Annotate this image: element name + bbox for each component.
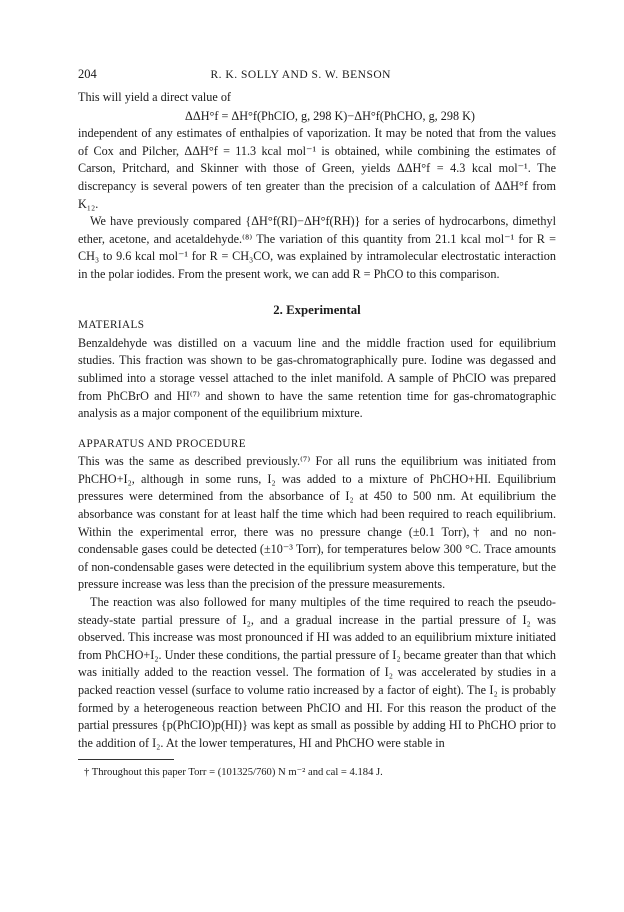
running-header <box>78 66 556 86</box>
section-title: 2. Experimental <box>273 302 361 317</box>
materials-paragraph: Benzaldehyde was distilled on a vacuum line and the middle fraction used for equilibrium studies. This fraction was shown to be gas-chromatographically pure. Iodine was degassed and sublimed into a storage vessel attached to the inlet manifold. A sample of PhCIO was prepared from PhCBrO and HI⁽⁷⁾ and shown to have the same retention time for gas-chromatographic analysis as a major component of the equilibrium mixture. <box>78 335 556 421</box>
paragraph-enthalpy-discussion: independent of any estimates of enthalpies of vaporization. It may be noted that from the values of Cox and Pilcher, ΔΔH°f = 11.3 kcal mol⁻¹ is obtained, while combining the estimates of Carson, Pritchard, and Skinner with those of Green, yields ΔΔH°f = 4.3 kcal mol⁻¹. The discrepancy is several powers of ten greater than the precision of a calculation of ΔΔH°f from K₁₂. <box>78 126 556 211</box>
footnote: † Throughout this paper Torr = (101325/760) N m⁻² and cal = 4.184 J. <box>84 767 383 779</box>
equation-delta-hf: ΔΔH°f = ΔH°f(PhCIO, g, 298 K)−ΔH°f(PhCHO, g, 298 K) <box>185 108 475 123</box>
paragraph-comparison: We have previously compared {ΔH°f(RI)−ΔH°f(RH)} for a series of hydrocarbons, dimethyl ether, acetone, and acetaldehyde.⁽⁸⁾ The variation of this quantity from 21.1 kcal mol⁻¹ for R = CH₃ to 9.6 kcal mol⁻¹ for R = CH₃CO, was explained by intramolecular electrostatic interaction in the polar iodides. From the present work, we can add R = PhCO to this comparison. <box>78 214 556 281</box>
page-body <box>78 66 556 780</box>
apparatus-paragraph-1: This was the same as described previously.⁽⁷⁾ For all runs the equilibrium was initiated from PhCHO+I₂, although in some runs, I₂ was added to a mixture of PhCHO+HI. Equilibrium pressures were determined from the absorbance of I₂ at 450 to 500 nm. At equilibrium the absorbance was constant for at least half the time which had been required to reach equilibrium. Within the experimental error, there was no pressure change (±0.1 Torr),† and no non-condensable gases could be detected (±10⁻³ Torr), for temperatures below 300 °C. Trace amounts of non-condensable gases were detected in the equilibrium system above this temperature, but the pressure increase was less than the precision of the pressure measurements. <box>78 454 556 592</box>
apparatus-paragraph-2: The reaction was also followed for many multiples of the time required to reach the pseudo-steady-state partial pressure of I₂, and a gradual increase in the partial pressure of I₂ was observed. This increase was most pronounced if HI was added to an equilibrium mixture initiated from PhCHO+I₂. Under these conditions, the partial pressure of I₂ became greater than that which was initially added to the reaction vessel. The formation of I₂ was accelerated by studies in a packed reaction vessel (surface to volume ratio increased by a factor of eight). The I₂ is probably formed by a heterogeneous reaction between PhCIO and HI. For this reason the product of the partial pressures {p(PhCIO)p(HI)} was kept as small as possible by adding HI to PhCHO prior to the addition of I₂. At the lower temperatures, HI and PhCHO were stable in <box>78 595 556 750</box>
intro-lead: This will yield a direct value of <box>78 90 231 104</box>
running-head-authors: R. K. SOLLY AND S. W. BENSON <box>210 69 391 81</box>
footnote-rule <box>78 759 174 760</box>
apparatus-heading: APPARATUS AND PROCEDURE <box>78 437 246 450</box>
materials-heading: MATERIALS <box>78 319 145 332</box>
page-number: 204 <box>78 67 97 81</box>
